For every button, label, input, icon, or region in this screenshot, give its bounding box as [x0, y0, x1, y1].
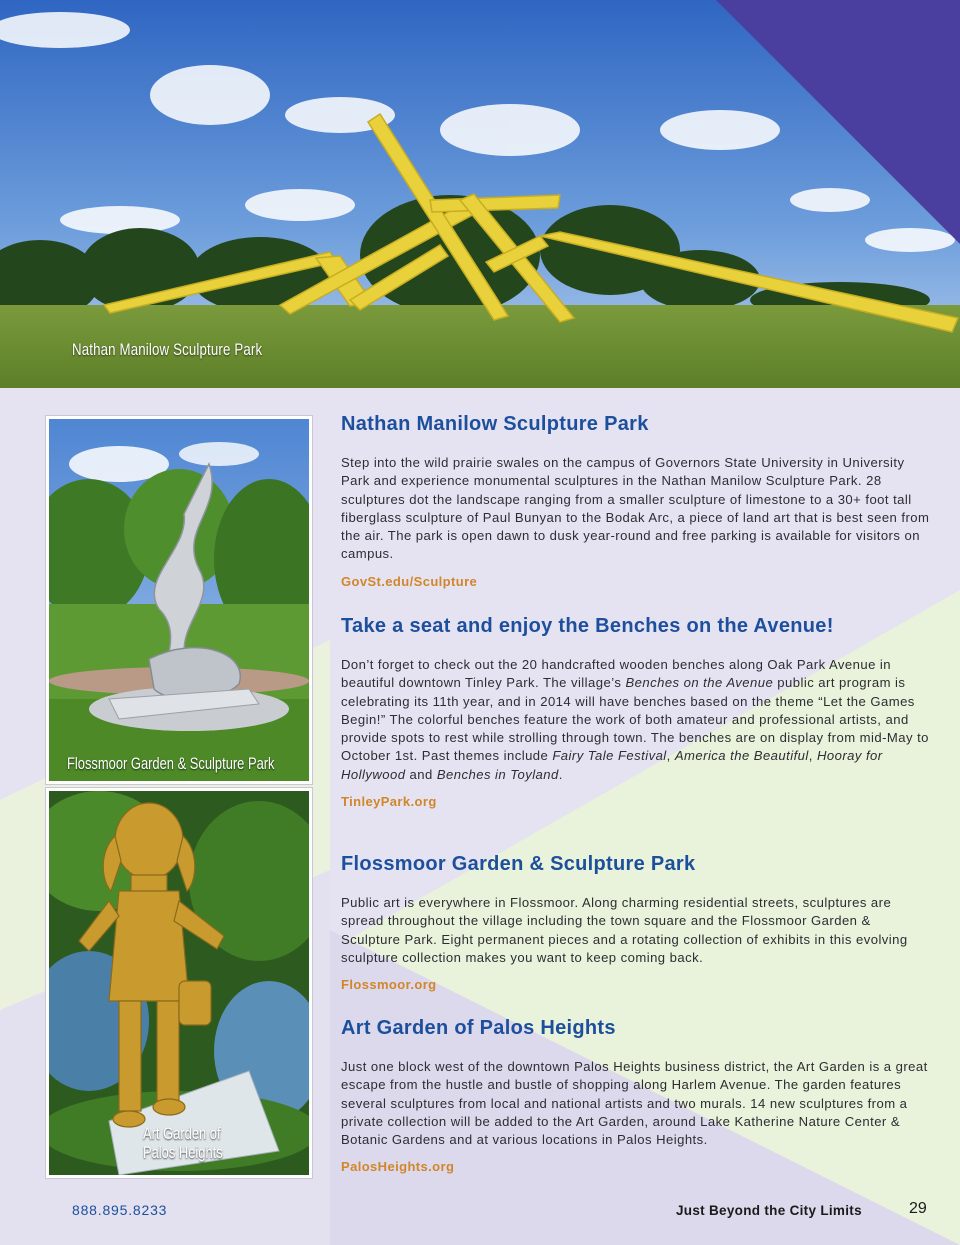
section-title: Nathan Manilow Sculpture Park [341, 413, 649, 435]
flossmoor-photo [46, 416, 312, 784]
flossmoor-sculpture-image [49, 419, 309, 781]
hero-caption: Nathan Manilow Sculpture Park [72, 340, 263, 359]
govst-link[interactable]: GovSt.edu/Sculpture [341, 573, 478, 589]
section-title: Take a seat and enjoy the Benches on the Avenue! [341, 615, 834, 637]
page-number: 29 [909, 1200, 927, 1217]
flossmoor-photo-caption: Flossmoor Garden & Sculpture Park [67, 754, 275, 773]
palos-photo-caption [143, 1124, 223, 1162]
section-body: Just one block west of the downtown Palos Heights business district, the Art Garden is a great escape from the hustle and bustle of shopping along Harlem Avenue. The garden features several sculptures from local and national artists and two murals. 14 new sculptures from a private collection will be added to the Art Garden, around Lake Katherine Nature Center & Botanic Gardens and at various locations in Palos Heights. [341, 1059, 928, 1148]
section-body: Don’t forget to check out the 20 handcrafted wooden benches along Oak Park Avenue in beautiful downtown Tinley Park. The village’s Benches on the Avenue public art program is celebrating its 11th year, and in 2014 will have benches based on the theme “Let the Games Begin!” The colorful benches feature the work of both amateur and professional artists, and provide spots to rest while strolling through town. The benches are on display from mid-May to October 1st. Past themes include Fairy Tale Festival, America the Beautiful, Hooray for Hollywood and Benches in Toyland. [341, 657, 929, 782]
palos-caption-line2: Palos Heights [143, 1143, 223, 1162]
palos-sculpture-image [49, 791, 309, 1175]
footer-phone[interactable]: 888.895.8233 [72, 1202, 168, 1218]
flossmoor-link[interactable]: Flossmoor.org [341, 977, 437, 993]
palosheights-link[interactable]: PalosHeights.org [341, 1159, 455, 1175]
sculpture-park-photo [0, 0, 960, 388]
hero-photo [0, 0, 960, 388]
tinleypark-link[interactable]: TinleyPark.org [341, 794, 437, 810]
palos-caption-line1: Art Garden of [143, 1124, 221, 1143]
section-title: Flossmoor Garden & Sculpture Park [341, 853, 696, 875]
section-body: Public art is everywhere in Flossmoor. Along charming residential streets, sculptures are spread throughout the village including the town square and the Flossmoor Garden & Sculpture Park. Eight permanent pieces and a rotating collection of exhibits in this evolving sculpture collection makes you want to keep coming back. [341, 895, 908, 965]
section-title: Art Garden of Palos Heights [341, 1017, 616, 1039]
palos-photo [46, 788, 312, 1178]
section-flossmoor [341, 850, 933, 992]
section-benches [341, 612, 933, 809]
footer-tagline: Just Beyond the City Limits [676, 1203, 862, 1218]
section-nathan-manilow [341, 410, 933, 589]
section-palos-heights [341, 1014, 933, 1174]
section-body: Step into the wild prairie swales on the campus of Governors State University in University Park and experience monumental sculptures in the Nathan Manilow Sculpture Park. 28 sculptures dot the landscape ranging from a smaller sculpture of limestone to a 30+ foot tall fiberglass sculpture of Paul Bunyan to the Bodak Arc, a piece of land art that is best seen from the air. The park is open dawn to dusk year-round and free parking is available for visitors on campus. [341, 455, 930, 562]
